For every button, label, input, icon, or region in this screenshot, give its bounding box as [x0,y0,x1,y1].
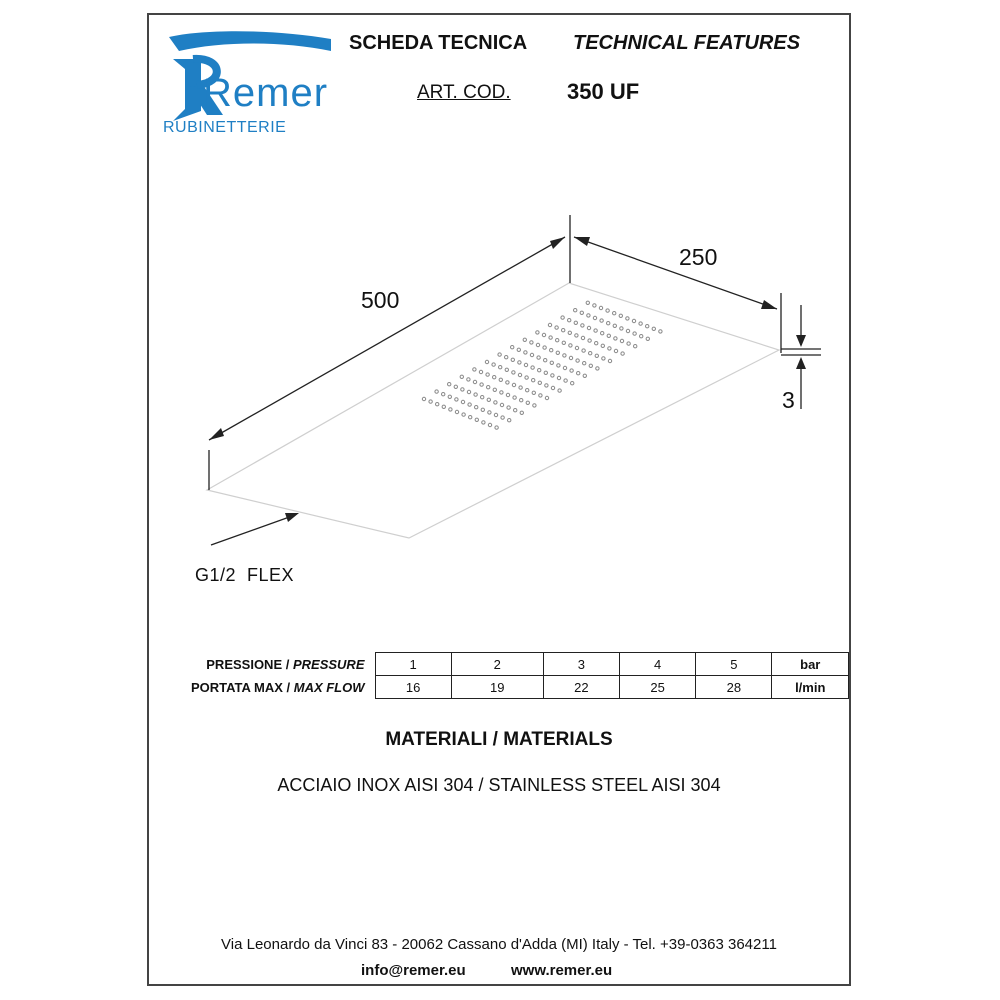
technical-sheet [147,13,851,986]
arrowhead-length-right [550,237,565,249]
company-email: info@remer.eu [361,962,466,979]
flow-unit: l/min [772,676,849,699]
arrowhead-connection [285,513,299,522]
arrowhead-thickness-top [796,335,806,347]
art-code-value: 350 UF [567,79,640,104]
pressure-label-it: PRESSIONE / [206,656,293,672]
materials-value: ACCIAIO INOX AISI 304 / STAINLESS STEEL AISI 304 [277,775,721,795]
materials-title: MATERIALI / MATERIALS [385,729,613,750]
arrowhead-width-left [574,237,590,246]
title-english: TECHNICAL FEATURES [573,32,801,54]
title-italian: SCHEDA TECNICA [349,32,528,54]
pressure-cell: 5 [696,653,772,676]
performance-table [151,652,849,699]
flow-cell: 19 [451,676,543,699]
width-dimension-label: 250 [679,244,718,270]
arrowhead-width-right [761,300,777,309]
table-row [151,653,849,676]
company-address: Via Leonardo da Vinci 83 - 20062 Cassano d'Adda (MI) Italy - Tel. +39-0363 364211 [221,936,777,953]
logo-name: Remer [203,71,329,115]
arrowhead-length-left [209,428,224,440]
connection-label: G1/2 FLEX [195,565,295,585]
flow-label-it: PORTATA MAX / [190,679,294,695]
flow-cell: 28 [696,676,772,699]
length-dimension-label: 500 [361,287,400,313]
flow-row-label [151,676,375,699]
pressure-cell: 3 [543,653,619,676]
thickness-dimension-label: 3 [782,387,795,413]
flow-label-en: MAX FLOW [293,679,365,695]
pressure-cell: 2 [451,653,543,676]
pressure-label-en: PRESSURE [292,656,365,672]
flow-cell: 16 [375,676,451,699]
pressure-unit: bar [772,653,849,676]
pressure-row-label [151,653,375,676]
shower-plate [207,283,779,538]
connection-leader-line [211,515,295,545]
table-row [151,676,849,699]
pressure-cell: 1 [375,653,451,676]
flow-cell: 25 [620,676,696,699]
pressure-cell: 4 [620,653,696,676]
art-code-label: ART. COD. [417,82,511,103]
shower-head-drawing [149,15,853,635]
arrowhead-thickness-bottom [796,357,806,369]
flow-cell: 22 [543,676,619,699]
company-website: www.remer.eu [511,962,613,979]
logo-subtitle: RUBINETTERIE [163,119,287,136]
